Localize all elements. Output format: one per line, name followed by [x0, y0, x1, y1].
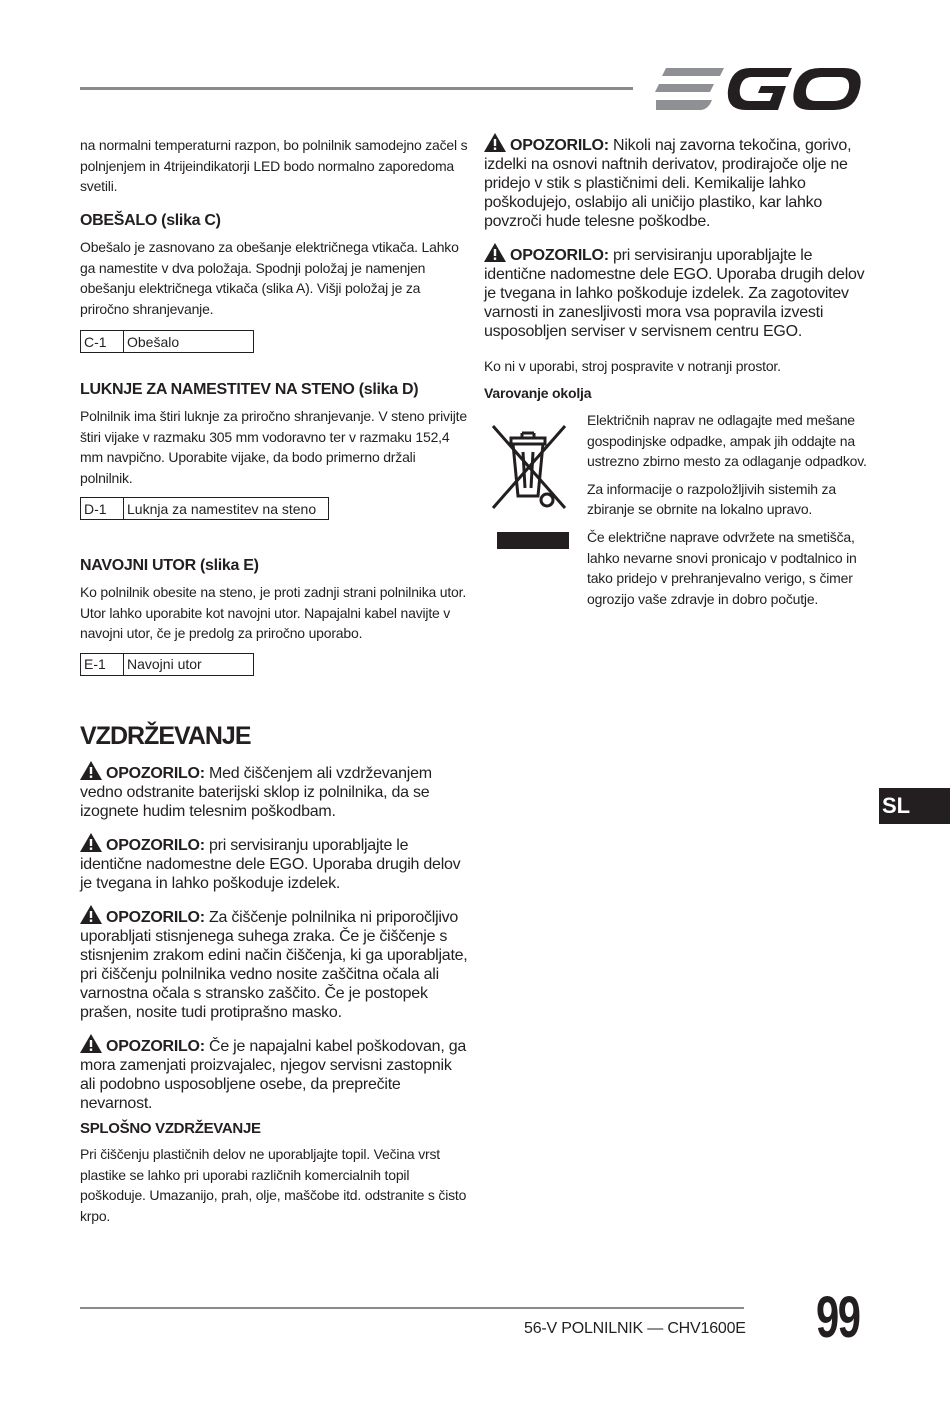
part-code: C-1: [81, 331, 124, 353]
section-splosno: [80, 1120, 470, 1226]
footer-rule: [80, 1307, 744, 1309]
warning-triangle-icon: [80, 761, 102, 780]
warning-label: OPOZORILO:: [510, 137, 609, 154]
weee-crossed-bin-icon: [489, 420, 569, 550]
warning-triangle-icon: [484, 243, 506, 262]
part-code: D-1: [81, 498, 124, 520]
section-text: Pri čiščenju plastičnih delov ne uporabljajte topil. Večina vrst plastike se lahko pri uporabi različnih komercialnih topil poškoduje. Umazanijo, prah, olje, maščobe itd. odstranite s čisto krpo.: [80, 1146, 467, 1224]
warning-text: Če je napajalni kabel poškodovan, ga mora zamenjati proizvajalec, njegov servisni zastopnik ali podobno usposobljene osebe, da preprečite nevarnost.: [80, 1038, 466, 1112]
warning-text: Med čiščenjem ali vzdrževanjem vedno odstranite baterijski sklop iz polnilnika, da se izognete hudim telesnim poškodbam.: [80, 765, 432, 820]
storage-note: Ko ni v uporabi, stroj pospravite v notranji prostor.: [484, 358, 781, 374]
warning-text: Nikoli naj zavorna tekočina, gorivo, izdelki na osnovi naftnih derivatov, prodirajoče olje ne pridejo v stik s plastičnimi deli. Kemikalije lahko poškodujejo, oslabijo ali uničijo plastiko, kar lahko povzroči hude telesne poškodbe.: [484, 137, 852, 230]
footer-model: 56-V POLNILNIK — CHV1600E: [524, 1320, 746, 1337]
intro-paragraph: [80, 135, 470, 197]
warning-text: Za čiščenje polnilnika ni priporočljivo uporabljati stisnjenega suhega zraka. Če je čiščenje s stisnjenim zrakom edini način čiščenja, ki ga uporabljate, pri čiščenju polnilnika vedno nosite zaščitna očala ali varnostna očala s stransko zaščito. Če je postopek prašen, nosite tudi protiprašno masko.: [80, 909, 468, 1021]
section-heading: OBEŠALO (slika C): [80, 212, 221, 229]
env-text: Če električne naprave odvržete na smetišča, lahko nevarne snovi pronicajo v podtalnico in tako pridejo v prehranjevalno verigo, s čimer ogrozijo vaše zdravje in dobro počutje.: [587, 528, 857, 607]
part-label-table: [80, 330, 254, 353]
warning-triangle-icon: [80, 833, 102, 852]
warning-text: pri servisiranju uporabljajte le identične nadomestne dele EGO. Uporaba drugih delov je tvegana in lahko poškoduje izdelek.: [80, 837, 461, 892]
warning-block: [80, 1034, 470, 1113]
warning-triangle-icon: [80, 905, 102, 924]
warning-block: [484, 133, 866, 231]
ego-logo: [652, 66, 862, 112]
part-name: Luknja za namestitev na steno: [124, 498, 329, 520]
warning-block: [484, 243, 866, 341]
section-obesalo: [80, 212, 470, 353]
right-column: [484, 133, 866, 403]
section-vzdrzevanje: [80, 722, 470, 1113]
part-name: Navojni utor: [124, 653, 254, 675]
section-navojni: [80, 557, 470, 676]
section-heading: LUKNJE ZA NAMESTITEV NA STENO (slika D): [80, 381, 419, 398]
part-code: E-1: [81, 653, 124, 675]
section-text: Obešalo je zasnovano za obešanje električnega vtikača. Lahko ga namestite v dva položaja. Spodnji položaj je namenjen obešanju električnega vtikača (slika A). Višji položaj je za priročno shranjevanje.: [80, 239, 459, 317]
warning-label: OPOZORILO:: [106, 837, 205, 854]
warning-label: OPOZORILO:: [106, 1038, 205, 1055]
warning-triangle-icon: [484, 133, 506, 152]
warning-text: pri servisiranju uporabljajte le identične nadomestne dele EGO. Uporaba drugih delov je tvegana in lahko poškoduje izdelek. Za zagotovitev varnosti in zanesljivosti mora vsa popravila izvesti usposobljen serviser v servisnem centru EGO.: [484, 247, 865, 340]
env-text: Električnih naprav ne odlagajte med mešane gospodinjske odpadke, ampak jih oddajte na ustrezno zbirno mesto za odlaganje odpadkov.: [587, 412, 867, 470]
part-label-table: [80, 497, 329, 520]
env-heading: Varovanje okolja: [484, 384, 592, 401]
env-text: Za informacije o razpoložljivih sistemih za zbiranje se obrnite na lokalno upravo.: [587, 480, 836, 518]
section-luknje: [80, 381, 470, 520]
warning-label: OPOZORILO:: [106, 909, 205, 926]
warning-block: [80, 905, 470, 1022]
section-title: VZDRŽEVANJE: [80, 722, 251, 750]
warning-triangle-icon: [80, 1034, 102, 1053]
intro-text: na normalni temperaturni razpon, bo polnilnik samodejno začel s polnjenjem in 4trijeindikatorji LED bodo normalno zaporedoma svetili.: [80, 137, 468, 195]
warning-block: [80, 833, 470, 893]
header-rule: [80, 87, 633, 90]
page-number: 99: [816, 1285, 860, 1350]
part-label-table: [80, 653, 254, 676]
warning-block: [80, 761, 470, 821]
warning-label: OPOZORILO:: [106, 765, 205, 782]
section-heading: NAVOJNI UTOR (slika E): [80, 557, 259, 574]
warning-label: OPOZORILO:: [510, 247, 609, 264]
section-text: Polnilnik ima štiri luknje za priročno shranjevanje. V steno privijte štiri vijake v razmaku 305 mm vodoravno ter v razmaku 152,4 mm navpično. Uporabite vijake, da bodo primerno držali polnilnik.: [80, 408, 467, 486]
part-name: Obešalo: [124, 331, 254, 353]
environment-block: [587, 410, 867, 609]
language-tab: SL: [879, 788, 950, 824]
section-text: Ko polnilnik obesite na steno, je proti zadnji strani polnilnika utor. Utor lahko uporabite kot navojni utor. Napajalni kabel navijte v navojni utor, če je predolg za priročno uporabo.: [80, 584, 467, 642]
section-heading: SPLOŠNO VZDRŽEVANJE: [80, 1120, 261, 1137]
